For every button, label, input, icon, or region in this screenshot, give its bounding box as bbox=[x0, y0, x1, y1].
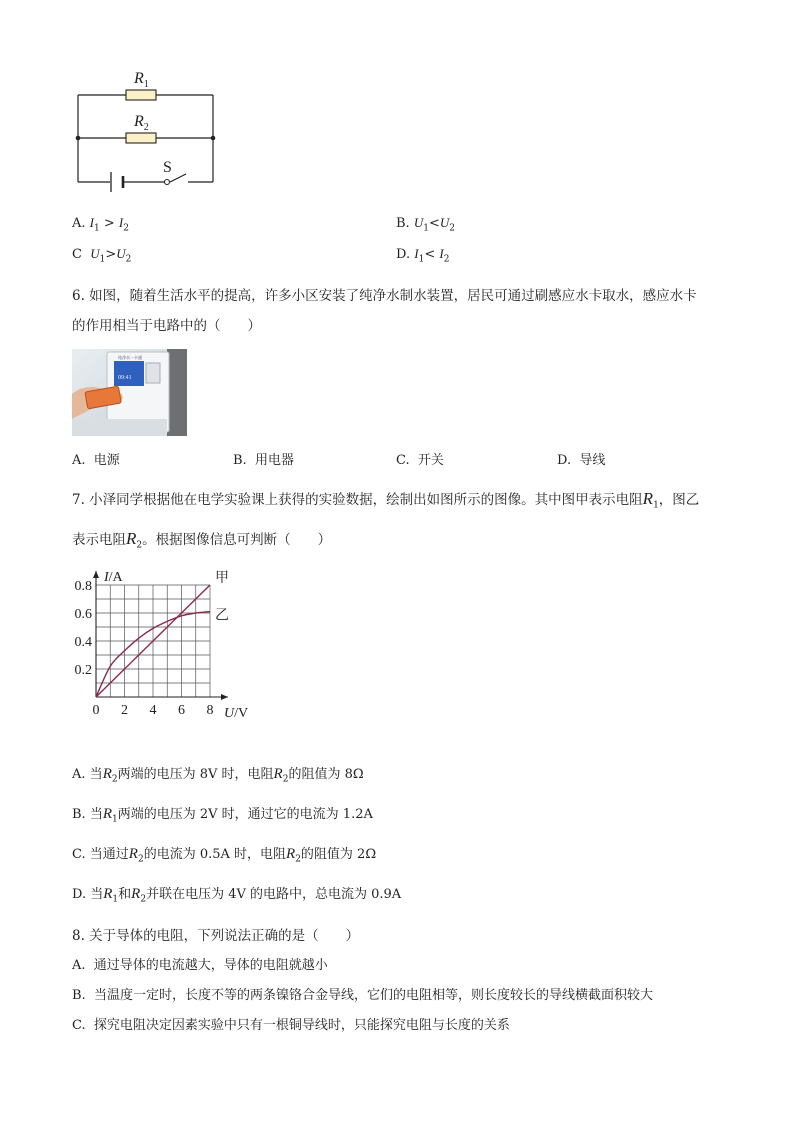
x-tick-label: 2 bbox=[121, 703, 128, 718]
resistor-r2 bbox=[126, 133, 156, 143]
y-axis-arrow bbox=[93, 571, 99, 578]
q6-option-a: A. 电源 bbox=[72, 453, 120, 468]
q8-option-a: A. 通过导体的电流越大，导体的电阻就越小 bbox=[72, 958, 328, 973]
iv-chart bbox=[60, 560, 270, 725]
q6-option-d: D. 导线 bbox=[557, 453, 606, 468]
q8-stem: 8. 关于导体的电阻，下列说法正确的是（ ） bbox=[72, 928, 360, 944]
label-r1: R bbox=[134, 70, 144, 87]
y-axis-label: I/A bbox=[104, 570, 123, 585]
q5-option-c: C $U_1>U_2$ bbox=[72, 246, 132, 265]
series-label-jia: 甲 bbox=[215, 571, 229, 586]
q7-option-d: D. 当$R_1$和$R_2$并联在电压为 4V 的电路中，总电流为 0.9A bbox=[72, 886, 402, 905]
series-label-yi: 乙 bbox=[215, 608, 229, 624]
q5-circuit-diagram bbox=[70, 62, 220, 192]
label-r2: R bbox=[134, 113, 144, 130]
y-tick-label: 0.4 bbox=[74, 635, 92, 650]
x-tick-label: 0 bbox=[92, 703, 100, 718]
q8-option-b: B. 当温度一定时，长度不等的两条镍铬合金导线，它们的电阻相等，则长度较长的导线横截面积较大 bbox=[72, 988, 653, 1003]
x-tick-label: 4 bbox=[149, 703, 157, 718]
q7-option-b: B. 当$R_1$两端的电压为 2V 时，通过它的电流为 1.2A bbox=[72, 806, 373, 825]
q8-option-c: C. 探究电阻决定因素实验中只有一根铜导线时，只能探究电阻与长度的关系 bbox=[72, 1018, 510, 1033]
q7-stem-line1: 7. 小泽同学根据他在电学实验课上获得的实验数据，绘制出如图所示的图像。其中图甲表示电阻$R_1$，图乙 bbox=[72, 489, 700, 511]
q6-option-c: C. 开关 bbox=[396, 453, 444, 468]
y-tick-label: 0.8 bbox=[74, 579, 92, 594]
q5-option-d: D. $I_1< I_2$ bbox=[396, 246, 450, 265]
svg-text:纯净水一卡通: 纯净水一卡通 bbox=[118, 355, 142, 360]
x-tick-label: 6 bbox=[178, 703, 185, 718]
q6-photo-water-card-device bbox=[72, 349, 187, 436]
svg-text:R2: $R_2$ bbox=[134, 113, 149, 133]
svg-text:R1: $R_1$ bbox=[134, 70, 149, 90]
q6-option-b: B. 用电器 bbox=[233, 453, 294, 468]
q7-stem-line2: 表示电阻$R_2$。根据图像信息可判断（ ） bbox=[72, 529, 332, 551]
x-tick-label: 8 bbox=[206, 703, 214, 718]
resistor-r1 bbox=[126, 90, 156, 100]
y-tick-label: 0.6 bbox=[74, 607, 92, 622]
q6-stem-line2: 的作用相当于电路中的（ ） bbox=[72, 318, 261, 334]
q5-option-b: B. $U_1<U_2$ bbox=[396, 215, 455, 234]
switch-pivot bbox=[165, 180, 170, 185]
x-axis-arrow bbox=[221, 694, 228, 700]
x-axis-label: U/V bbox=[224, 706, 249, 721]
svg-text:09:41: 09:41 bbox=[118, 375, 132, 381]
q5-option-a: A. $I_1 > I_2$ bbox=[72, 215, 129, 234]
label-switch: S bbox=[163, 159, 172, 176]
q6-stem-line1: 6. 如图，随着生活水平的提高，许多小区安装了纯净水制水装置，居民可通过刷感应水卡取水，感应水卡 bbox=[72, 288, 697, 304]
q7-option-a: A. 当$R_2$两端的电压为 8V 时，电阻$R_2$的阻值为 8Ω bbox=[72, 766, 364, 785]
y-tick-label: 0.2 bbox=[74, 663, 92, 678]
q7-option-c: C. 当通过$R_2$的电流为 0.5A 时，电阻$R_2$的阻值为 2Ω bbox=[72, 846, 377, 865]
